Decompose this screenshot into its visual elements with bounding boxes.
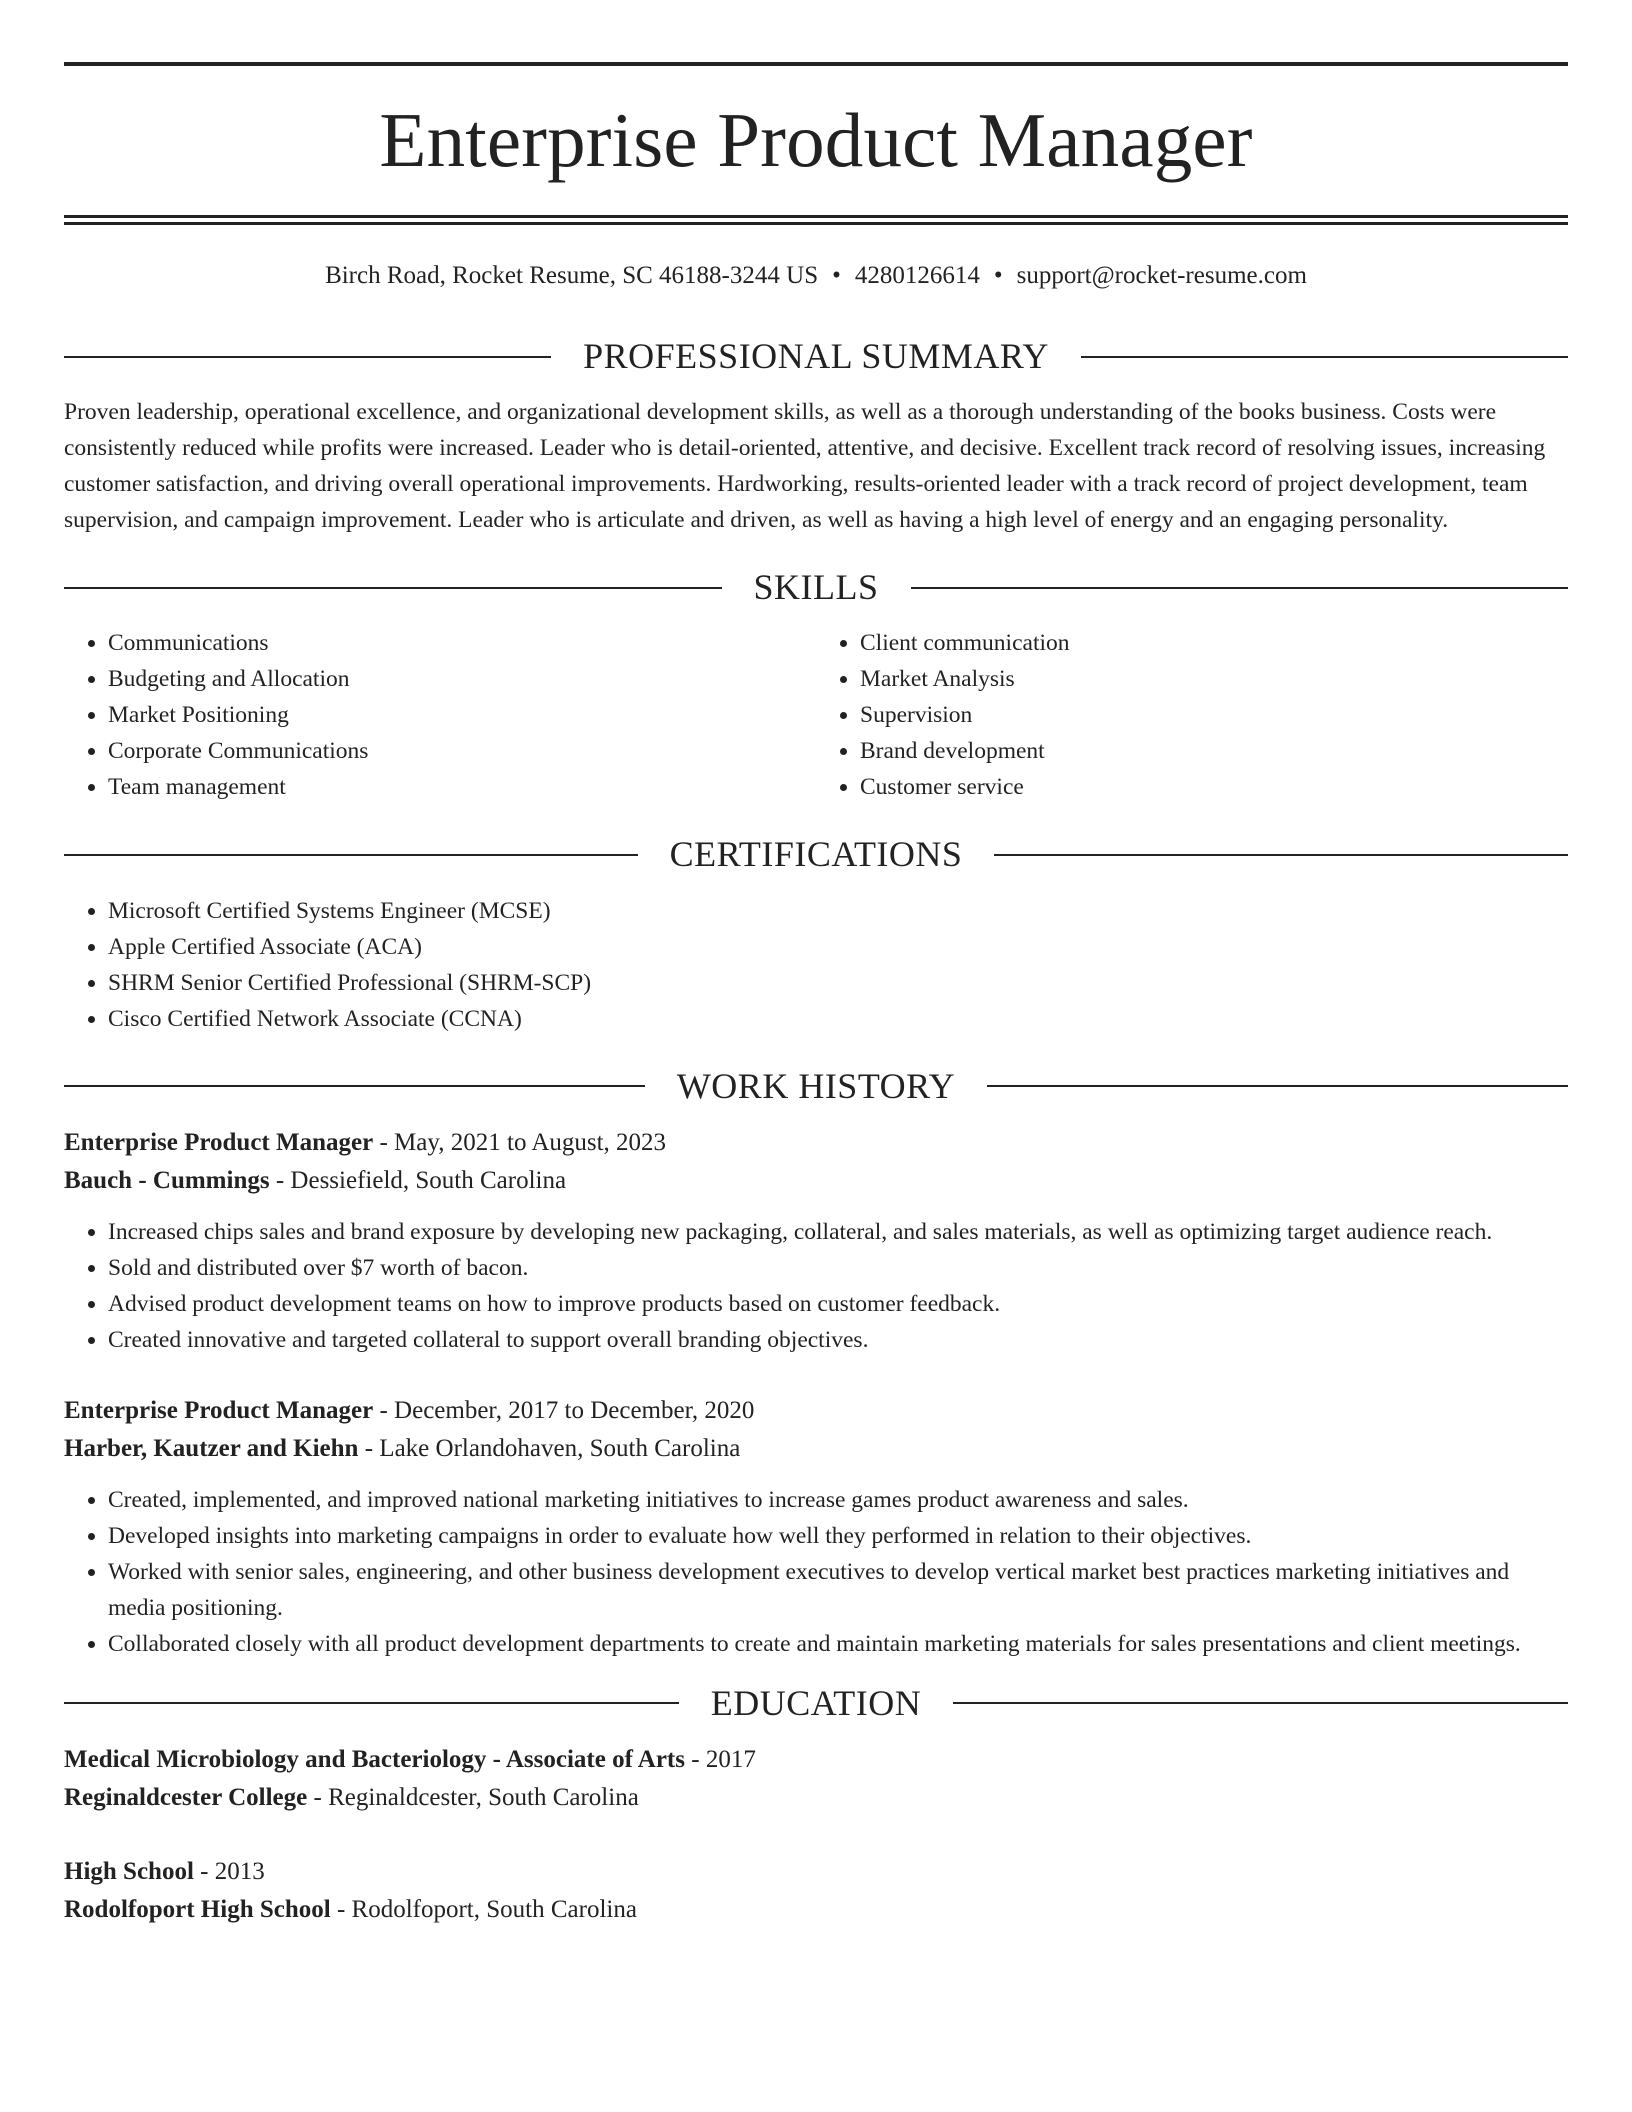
section-rule-right — [911, 587, 1569, 589]
job-location: Lake Orlandohaven, South Carolina — [379, 1434, 741, 1462]
section-header-education — [64, 1682, 1568, 1725]
job-company-line: Bauch - Cummings - Dessiefield, South Carolina — [64, 1166, 567, 1194]
certification-item: • Microsoft Certified Systems Engineer (MCSE) — [108, 893, 1568, 929]
section-title-summary: PROFESSIONAL SUMMARY — [583, 336, 1049, 376]
job-bullet: • Developed insights into marketing campaigns in order to evaluate how well they performed in relation to their objectives. — [108, 1518, 1568, 1554]
contact-phone: 4280126614 — [854, 262, 980, 289]
education-school: Reginaldcester College — [64, 1783, 308, 1811]
certifications-list — [64, 893, 1568, 1037]
job-bullet: • Created, implemented, and improved national marketing initiatives to increase games product awareness and sales. — [108, 1482, 1568, 1518]
contact-line — [64, 261, 1568, 291]
job-spacer — [64, 1358, 1568, 1392]
section-header-certifications — [64, 833, 1568, 876]
job-bullet: • Advised product development teams on how to improve products based on customer feedback. — [108, 1286, 1568, 1322]
section-title-education: EDUCATION — [710, 1682, 922, 1723]
skills-list-right — [816, 625, 1568, 805]
job-location: Dessiefield, South Carolina — [290, 1166, 567, 1194]
section-title-certifications: CERTIFICATIONS — [669, 834, 963, 875]
job-dates: May, 2021 to August, 2023 — [394, 1128, 667, 1156]
education-degree: Medical Microbiology and Bacteriology - Associate of Arts — [64, 1745, 685, 1773]
summary-text: Proven leadership, operational excellence, and organizational development skills, as well as a thorough understanding of the books business. Costs were consistently reduced while profits were increased. Leader who is detail-oriented, attentive, and decisive. Excellent track record of resolving issues, increasing customer satisfaction, and driving overall operational improvements. Hardworking, results-oriented leader with a track record of project development, team supervision, and campaign improvement. Leader who is articulate and driven, as well as having a high level of energy and an engaging personality. — [64, 399, 1546, 534]
job-dates: December, 2017 to December, 2020 — [394, 1396, 755, 1424]
job-role: Enterprise Product Manager — [64, 1396, 374, 1424]
section-rule-left — [64, 587, 722, 589]
job-entry — [64, 1392, 1568, 1662]
section-title-work: WORK HISTORY — [676, 1065, 956, 1106]
education-degree-line: High School - 2013 — [64, 1857, 265, 1885]
education-location: Rodolfoport, South Carolina — [351, 1895, 637, 1923]
certification-item: • SHRM Senior Certified Professional (SHRM-SCP) — [108, 965, 1568, 1001]
education-location: Reginaldcester, South Carolina — [328, 1783, 639, 1811]
skills-list-left — [64, 625, 816, 805]
contact-separator: • — [832, 262, 841, 289]
skill-item: • Client communication — [860, 625, 1568, 661]
job-bullet: • Worked with senior sales, engineering, and other business development executives to develop vertical market best practices marketing initiatives and media positioning. — [108, 1554, 1568, 1626]
section-rule-left — [64, 1702, 679, 1704]
job-company-line: Harber, Kautzer and Kiehn - Lake Orlandohaven, South Carolina — [64, 1434, 741, 1462]
certification-item: • Apple Certified Associate (ACA) — [108, 929, 1568, 965]
education-entry — [64, 1741, 1568, 1817]
header-top-rule — [64, 62, 1568, 66]
contact-address: Birch Road, Rocket Resume, SC 46188-3244 US — [325, 262, 819, 289]
job-entry — [64, 1124, 1568, 1358]
skill-item: • Supervision — [860, 697, 1568, 733]
education-degree-line: Medical Microbiology and Bacteriology - Associate of Arts - 2017 — [64, 1745, 756, 1773]
education-school-line: Reginaldcester College - Reginaldcester, South Carolina — [64, 1783, 639, 1811]
section-rule-right — [953, 1702, 1568, 1704]
section-header-work — [64, 1065, 1568, 1108]
skill-item: • Customer service — [860, 769, 1568, 805]
job-title-line: Enterprise Product Manager - May, 2021 to August, 2023 — [64, 1128, 667, 1156]
skill-item: • Brand development — [860, 733, 1568, 769]
skill-item: • Market Analysis — [860, 661, 1568, 697]
skills-grid — [64, 625, 1568, 805]
job-bullet: • Created innovative and targeted collateral to support overall branding objectives. — [108, 1322, 1568, 1358]
job-title-line: Enterprise Product Manager - December, 2017 to December, 2020 — [64, 1396, 755, 1424]
job-company: Harber, Kautzer and Kiehn — [64, 1434, 359, 1462]
education-spacer — [64, 1817, 1568, 1853]
section-rule-left — [64, 1085, 645, 1087]
job-bullet: • Increased chips sales and brand exposure by developing new packaging, collateral, and sales materials, as well as optimizing target audience reach. — [108, 1214, 1568, 1250]
contact-email: support@rocket-resume.com — [1016, 262, 1307, 289]
section-rule-left — [64, 356, 551, 358]
education-school: Rodolfoport High School — [64, 1895, 331, 1923]
education-year: 2017 — [705, 1745, 756, 1773]
skill-item: • Team management — [108, 769, 816, 805]
skill-item: • Communications — [108, 625, 816, 661]
education-degree: High School — [64, 1857, 194, 1885]
section-header-summary — [64, 335, 1568, 378]
skill-item: • Budgeting and Allocation — [108, 661, 816, 697]
job-bullets — [64, 1482, 1568, 1662]
header-double-rule — [64, 215, 1568, 225]
job-role: Enterprise Product Manager — [64, 1128, 374, 1156]
resume-name: Enterprise Product Manager — [379, 97, 1253, 183]
education-school-line: Rodolfoport High School - Rodolfoport, South Carolina — [64, 1895, 637, 1923]
section-rule-right — [987, 1085, 1568, 1087]
section-header-skills — [64, 566, 1568, 609]
skill-item: • Market Positioning — [108, 697, 816, 733]
skill-item: • Corporate Communications — [108, 733, 816, 769]
job-bullets — [64, 1214, 1568, 1358]
education-year: 2013 — [214, 1857, 265, 1885]
job-bullet: • Collaborated closely with all product development departments to create and maintain marketing materials for sales presentations and client meetings. — [108, 1626, 1568, 1662]
certification-item: • Cisco Certified Network Associate (CCNA) — [108, 1001, 1568, 1037]
job-company: Bauch - Cummings — [64, 1166, 270, 1194]
section-rule-left — [64, 854, 638, 856]
section-title-skills: SKILLS — [753, 567, 879, 608]
contact-separator: • — [993, 262, 1003, 289]
section-rule-right — [994, 854, 1568, 856]
section-rule-right — [1081, 356, 1568, 358]
education-entry — [64, 1853, 1568, 1929]
job-bullet: • Sold and distributed over $7 worth of bacon. — [108, 1250, 1568, 1286]
